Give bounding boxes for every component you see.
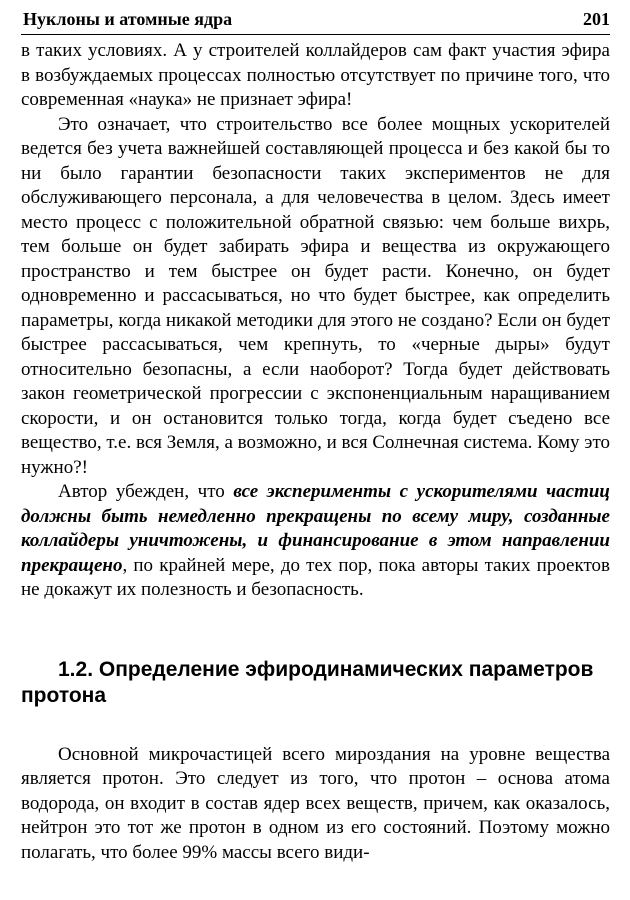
paragraph-author-conclusion [21, 480, 610, 603]
paragraph-accelerator-danger: Это означает, что строительство все более мощных ускорителей ведется без учета важнейшей составляющей процесса и без какой бы то ни было гарантии безопасности таких экспериментов не для обслуживающего персонала, а для человечества в целом. Здесь имеет место процесс с положительной обратной связью: чем больше вихрь, тем больше он будет забирать эфира и вещества из окружающего пространство и тем быстрее он будет расти. Конечно, он будет одновременно и рассасываться, но что будет быстрее, как определить параметры, когда никакой методики для этого не создано? Если он будет быстрее рассасываться, чем крепнуть, то «черные дыры» будут относительно безопасны, а если наоборот? Тогда будет действовать закон геометрической прогрессии с экспоненциальным наращиванием скорости, и он остановится только тогда, когда будет съедено все вещество, т.е. вся Земля, а возможно, и вся Солнечная система. Кому это нужно?! [21, 113, 610, 478]
section-text [21, 743, 610, 866]
section-heading: 1.2. Определение эфиродинамических параметров протона [21, 657, 594, 707]
running-header [21, 8, 610, 35]
paragraph-proton-intro: Основной микрочастицей всего мироздания на уровне вещества является протон. Это следует из того, что протон – основа атома водорода, он входит в состав ядер всех веществ, причем, как оказалось, нейтрон это тот же протон в одном из его состояний. Поэтому можно полагать, что более 99% массы всего види- [21, 743, 610, 863]
running-title: Нуклоны и атомные ядра [23, 9, 233, 29]
paragraph-continued: в таких условиях. А у строителей коллайдеров сам факт участия эфира в возбуждаемых процессах полностью отсутствует по причине того, что современная «наука» не признает эфира! [21, 40, 610, 110]
main-text [21, 39, 610, 603]
conclusion-tail: , по крайней мере, до тех пор, пока авторы таких проектов не докажут их полезность и безопасность. [21, 554, 610, 600]
conclusion-lead: Автор убежден, что [58, 481, 234, 502]
page-number: 201 [583, 9, 610, 29]
conclusion-emphasis: все эксперименты с ускорителями частиц должны быть немедленно прекращены по всему миру, созданные коллайдеры уничтожены, и финансирование в этом направлении прекращено [21, 481, 611, 576]
